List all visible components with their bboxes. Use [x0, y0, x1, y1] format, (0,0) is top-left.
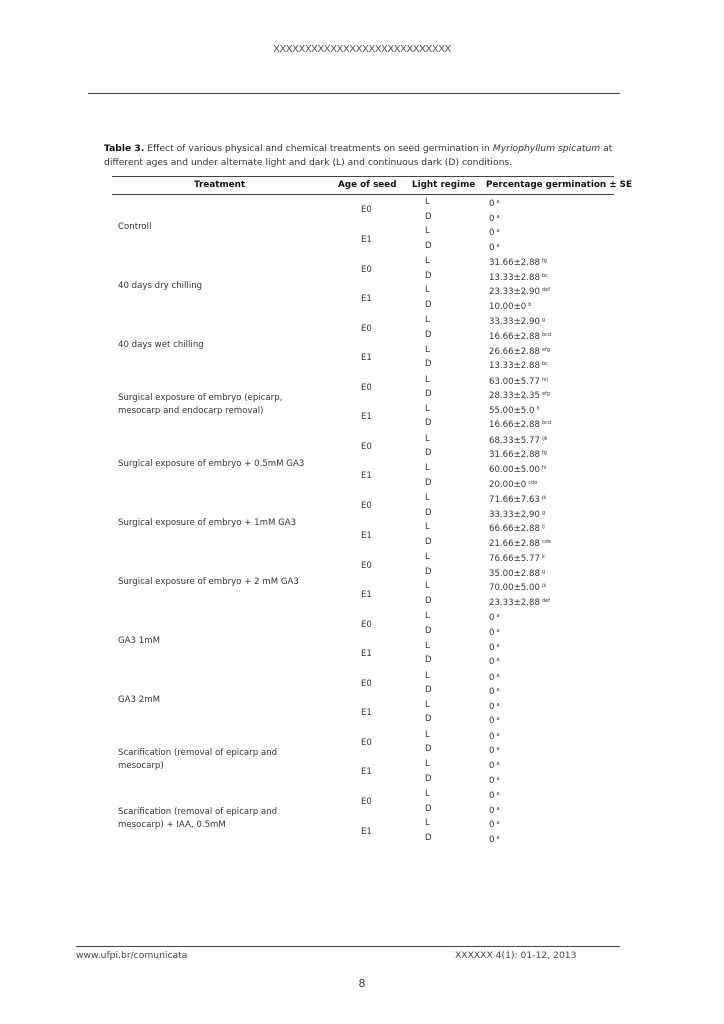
- germination-mean-se: 0: [489, 746, 495, 757]
- light-regime: D: [425, 685, 432, 696]
- age-of-seed: E0: [361, 442, 372, 453]
- light-regime: L: [425, 256, 430, 267]
- table-header-rule: [112, 194, 614, 195]
- treatment-line: mesocarp) + IAA, 0.5mM: [118, 820, 226, 831]
- germination-value: [489, 773, 500, 787]
- germination-value: [489, 610, 500, 624]
- germination-value: [489, 403, 540, 417]
- germination-mean-se: 23.33±2.88: [489, 598, 540, 608]
- light-regime: L: [425, 818, 430, 829]
- light-regime: D: [425, 300, 432, 310]
- age-of-seed: E1: [361, 589, 372, 600]
- treatment-line: Surgical exposure of embryo + 0.5mM GA3: [118, 458, 305, 469]
- light-regime: D: [425, 330, 432, 340]
- germination-value: [489, 284, 550, 298]
- germination-mean-se: 0: [489, 242, 495, 253]
- light-regime: D: [425, 211, 432, 222]
- light-regime: D: [425, 832, 432, 843]
- light-regime: L: [425, 611, 430, 622]
- treatment-label: [118, 221, 151, 234]
- light-regime: L: [425, 197, 430, 207]
- germination-mean-se: 35.00±2.88: [489, 568, 540, 579]
- light-regime: L: [425, 581, 430, 592]
- significance-letter: a: [496, 791, 500, 797]
- germination-mean-se: 21.66±2.88: [489, 538, 540, 549]
- germination-value: [489, 551, 545, 565]
- germination-mean-se: 31.66±2.88: [489, 450, 540, 461]
- light-regime: D: [425, 270, 432, 281]
- significance-letter: a: [496, 820, 500, 827]
- germination-mean-se: 55.00±5.0: [489, 405, 535, 416]
- age-of-seed: E1: [361, 352, 372, 363]
- germination-value: [489, 684, 500, 698]
- germination-mean-se: 0: [489, 213, 495, 224]
- significance-letter: b: [528, 302, 532, 308]
- light-regime: D: [425, 596, 432, 606]
- age-of-seed: E1: [361, 767, 372, 778]
- significance-letter: a: [496, 761, 500, 767]
- germination-mean-se: 10.00±0: [489, 302, 527, 312]
- germination-mean-se: 0: [489, 834, 495, 845]
- significance-letter: bc: [541, 361, 548, 368]
- light-regime: L: [425, 344, 430, 355]
- light-regime: D: [425, 418, 432, 429]
- significance-letter: fg: [541, 450, 547, 457]
- table-top-rule: [112, 176, 614, 177]
- header-rule: [88, 93, 620, 94]
- germination-value: [489, 758, 500, 772]
- treatment-line: Scarification (removal of epicarp and: [118, 748, 278, 758]
- treatment-label: [118, 392, 282, 418]
- age-of-seed: E1: [361, 708, 372, 719]
- light-regime: D: [425, 803, 432, 814]
- germination-mean-se: 76.66±5.77: [489, 554, 540, 565]
- age-of-seed: E0: [361, 501, 372, 512]
- table-caption: [104, 142, 624, 170]
- germination-mean-se: 0: [489, 716, 495, 727]
- footer-citation: XXXXXX 4(1): 01-12, 2013: [455, 950, 577, 961]
- germination-mean-se: 0: [489, 642, 495, 653]
- germination-value: [489, 299, 531, 313]
- light-regime: L: [425, 463, 430, 473]
- germination-value: [489, 803, 500, 817]
- germination-value: [489, 433, 548, 447]
- treatment-line: Surgical exposure of embryo + 2 mM GA3: [118, 576, 299, 587]
- germination-mean-se: 23.33±2.90: [489, 287, 540, 298]
- significance-letter: g: [541, 509, 546, 516]
- significance-letter: cde: [528, 479, 538, 486]
- light-regime: L: [425, 315, 430, 326]
- light-regime: L: [425, 699, 430, 710]
- germination-mean-se: 26.66±2.88: [489, 346, 540, 357]
- treatment-label: [118, 576, 299, 589]
- germination-value: [489, 211, 500, 225]
- significance-letter: jk: [541, 583, 547, 590]
- light-regime: L: [425, 640, 430, 651]
- treatment-line: Surgical exposure of embryo (epicarp,: [118, 392, 283, 403]
- germination-value: [489, 699, 500, 713]
- treatment-line: GA3 1mM: [118, 636, 160, 647]
- age-of-seed: E1: [361, 234, 372, 245]
- germination-mean-se: 16.66±2.88: [489, 332, 540, 342]
- light-regime: L: [425, 729, 430, 740]
- light-regime: D: [425, 240, 432, 251]
- caption-label: Table 3.: [104, 143, 145, 154]
- treatment-line: Controll: [118, 221, 152, 232]
- germination-mean-se: 0: [489, 687, 495, 698]
- germination-value: [489, 640, 500, 654]
- significance-letter: def: [541, 598, 550, 604]
- light-regime: D: [425, 655, 432, 666]
- germination-value: [489, 447, 547, 461]
- light-regime: L: [425, 493, 430, 503]
- light-regime: L: [425, 374, 430, 385]
- col-header-age: Age of seed: [338, 180, 397, 190]
- significance-letter: a: [496, 746, 500, 753]
- light-regime: D: [425, 773, 432, 784]
- age-of-seed: E1: [361, 412, 372, 423]
- germination-mean-se: 13.33±2.88: [489, 272, 540, 283]
- significance-letter: a: [496, 805, 500, 812]
- significance-letter: a: [496, 672, 500, 679]
- age-of-seed: E1: [361, 530, 372, 541]
- significance-letter: g: [541, 568, 546, 575]
- significance-letter: efg: [541, 391, 550, 398]
- significance-letter: efg: [541, 346, 550, 353]
- footer-url: www.ufpi.br/comunicata: [76, 950, 188, 961]
- germination-value: [489, 521, 545, 535]
- germination-value: [489, 240, 500, 254]
- germination-mean-se: 0: [489, 820, 495, 831]
- light-regime: L: [425, 433, 430, 444]
- germination-value: [489, 817, 500, 831]
- germination-mean-se: 70.00±5.00: [489, 583, 540, 594]
- germination-value: [489, 625, 500, 639]
- germination-value: [489, 374, 548, 388]
- age-of-seed: E1: [361, 648, 372, 659]
- page-number: 8: [358, 977, 366, 990]
- treatment-label: [118, 694, 160, 707]
- germination-mean-se: 63.00±5.77: [489, 376, 540, 387]
- significance-letter: a: [496, 199, 500, 205]
- significance-letter: a: [496, 657, 500, 664]
- age-of-seed: E0: [361, 264, 372, 275]
- germination-value: [489, 788, 500, 802]
- treatment-line: mesocarp): [118, 761, 164, 771]
- germination-mean-se: 0: [489, 775, 495, 786]
- significance-letter: hi: [541, 465, 547, 471]
- col-header-germination: Percentage germination ± SE: [486, 180, 633, 190]
- treatment-label: [118, 806, 277, 832]
- light-regime: L: [425, 285, 430, 296]
- significance-letter: a: [496, 613, 500, 620]
- light-regime: D: [425, 448, 432, 459]
- significance-letter: fg: [541, 258, 547, 265]
- age-of-seed: E0: [361, 678, 372, 689]
- germination-value: [489, 358, 548, 372]
- germination-value: [489, 196, 500, 210]
- light-regime: L: [425, 789, 430, 799]
- germination-value: [489, 580, 546, 594]
- col-header-treatment: Treatment: [194, 180, 246, 190]
- germination-value: [489, 743, 500, 757]
- significance-letter: bc: [541, 272, 548, 279]
- light-regime: D: [425, 389, 432, 400]
- significance-letter: ijk: [541, 435, 548, 442]
- significance-letter: def: [541, 287, 550, 294]
- age-of-seed: E1: [361, 293, 372, 304]
- light-regime: L: [425, 759, 430, 769]
- significance-letter: a: [496, 642, 500, 649]
- treatment-label: [118, 458, 304, 471]
- germination-mean-se: 0: [489, 761, 495, 771]
- germination-value: [489, 729, 500, 743]
- germination-value: [489, 566, 545, 580]
- age-of-seed: E0: [361, 738, 372, 749]
- germination-value: [489, 477, 537, 491]
- treatment-label: [118, 339, 204, 352]
- age-of-seed: E0: [361, 323, 372, 334]
- age-of-seed: E0: [361, 382, 372, 393]
- germination-value: [489, 536, 551, 550]
- journal-header: XXXXXXXXXXXXXXXXXXXXXXXXXXXX: [273, 44, 451, 55]
- germination-value: [489, 832, 500, 846]
- germination-mean-se: 13.33±2.88: [489, 361, 540, 372]
- significance-letter: a: [496, 716, 500, 723]
- significance-letter: bcd: [541, 332, 552, 338]
- light-regime: D: [425, 714, 432, 725]
- caption-text-before: Effect of various physical and chemical treatments on seed germination in: [144, 143, 493, 154]
- age-of-seed: E0: [361, 205, 372, 216]
- treatment-label: [118, 517, 296, 530]
- germination-value: [489, 225, 500, 239]
- light-regime: D: [425, 626, 432, 636]
- treatment-line: 40 days wet chilling: [118, 340, 204, 351]
- significance-letter: bcd: [541, 420, 552, 427]
- col-header-light: Light regime: [412, 180, 476, 190]
- germination-value: [489, 314, 545, 328]
- significance-letter: a: [496, 628, 500, 634]
- treatment-line: Scarification (removal of epicarp and: [118, 807, 278, 818]
- light-regime: D: [425, 359, 432, 370]
- light-regime: D: [425, 507, 432, 518]
- germination-mean-se: 0: [489, 199, 495, 209]
- significance-letter: h: [536, 405, 540, 412]
- germination-mean-se: 68.33±5.77: [489, 435, 540, 446]
- germination-mean-se: 0: [489, 628, 495, 638]
- germination-value: [489, 388, 550, 402]
- significance-letter: a: [496, 731, 500, 738]
- germination-value: [489, 595, 550, 609]
- treatment-line: GA3 2mM: [118, 695, 160, 706]
- germination-value: [489, 255, 547, 269]
- germination-value: [489, 670, 500, 684]
- germination-value: [489, 462, 547, 476]
- germination-mean-se: 33.33±2.90: [489, 317, 540, 328]
- treatment-label: [118, 635, 160, 648]
- germination-value: [489, 713, 500, 727]
- germination-mean-se: 60.00±5.00: [489, 465, 540, 475]
- light-regime: D: [425, 536, 432, 547]
- germination-mean-se: 0: [489, 613, 495, 624]
- caption-species: Myriophyllum spicatum: [492, 143, 601, 154]
- germination-mean-se: 16.66±2.88: [489, 420, 540, 431]
- germination-value: [489, 492, 546, 506]
- footer-rule: [76, 946, 620, 947]
- significance-letter: a: [496, 242, 500, 249]
- germination-value: [489, 507, 545, 521]
- germination-value: [489, 329, 551, 343]
- age-of-seed: E1: [361, 826, 372, 837]
- germination-value: [489, 654, 500, 668]
- germination-mean-se: 33.33±2.90: [489, 509, 540, 520]
- significance-letter: a: [496, 213, 500, 220]
- light-regime: D: [425, 477, 432, 488]
- treatment-line: Surgical exposure of embryo + 1mM GA3: [118, 517, 297, 528]
- significance-letter: g: [541, 317, 546, 324]
- age-of-seed: E0: [361, 797, 372, 808]
- significance-letter: k: [541, 554, 545, 561]
- significance-letter: a: [496, 687, 500, 694]
- significance-letter: ij: [541, 524, 545, 531]
- germination-mean-se: 28.33±2.35: [489, 391, 540, 402]
- germination-value: [489, 417, 551, 431]
- significance-letter: cde: [541, 538, 551, 545]
- germination-mean-se: 0: [489, 657, 495, 668]
- age-of-seed: E0: [361, 619, 372, 630]
- germination-mean-se: 0: [489, 672, 495, 683]
- light-regime: L: [425, 226, 430, 237]
- treatment-label: [118, 280, 202, 293]
- germination-mean-se: 20.00±0: [489, 479, 527, 490]
- significance-letter: a: [496, 775, 500, 782]
- significance-letter: a: [496, 701, 500, 708]
- germination-mean-se: 66.66±2.88: [489, 524, 540, 535]
- treatment-line: 40 days dry chilling: [118, 280, 203, 291]
- significance-letter: a: [496, 228, 500, 235]
- germination-value: [489, 344, 550, 358]
- light-regime: D: [425, 566, 432, 577]
- light-regime: L: [425, 670, 430, 681]
- age-of-seed: E0: [361, 560, 372, 571]
- germination-mean-se: 0: [489, 701, 495, 712]
- germination-mean-se: 0: [489, 791, 495, 801]
- germination-mean-se: 0: [489, 805, 495, 816]
- germination-mean-se: 0: [489, 228, 495, 239]
- germination-value: [489, 270, 548, 284]
- treatment-label: [118, 747, 277, 773]
- light-regime: L: [425, 403, 430, 414]
- significance-letter: jk: [541, 495, 547, 501]
- age-of-seed: E1: [361, 471, 372, 482]
- light-regime: L: [425, 522, 430, 533]
- light-regime: D: [425, 744, 432, 755]
- light-regime: L: [425, 552, 430, 563]
- germination-mean-se: 0: [489, 731, 495, 742]
- germination-mean-se: 31.66±2.88: [489, 258, 540, 269]
- significance-letter: a: [496, 834, 500, 841]
- germination-mean-se: 71.66±7.63: [489, 495, 540, 505]
- significance-letter: hij: [541, 376, 548, 383]
- treatment-line: mesocarp and endocarp removal): [118, 405, 264, 416]
- caption-text-after: at different ages and under alternate light and dark (L) and continuous dark (D) conditions.: [104, 143, 613, 168]
